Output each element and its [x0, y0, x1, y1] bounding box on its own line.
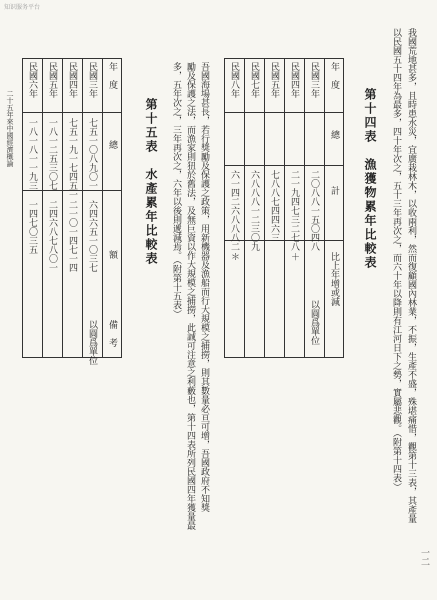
- table15-row-year: 民國六年: [27, 62, 37, 98]
- table15-row-total2: 二四六八七八〇一: [47, 200, 57, 272]
- table14-row-year: 民國五年: [269, 62, 279, 98]
- table14-row-total: 二〇八八一五〇四八: [309, 170, 319, 251]
- table14-row-year: 民國四年: [289, 62, 299, 98]
- table14-row-year: 民國八年: [229, 62, 239, 98]
- table15-row-note: 以圓爲單位: [87, 320, 97, 365]
- table14-title: 第十四表 漁獲物累年比較表: [363, 88, 377, 270]
- paragraph-mid-line-3: 多，五年次之，三年再次之，六年以後則遞減焉。（附第十五表）: [171, 62, 181, 319]
- table14-row-note: 以圓爲單位: [309, 300, 319, 345]
- table15-row-total: 七五一九一七四五一: [67, 118, 77, 199]
- table14-header-total-b: 計: [329, 186, 339, 195]
- table14-row-year: 民國三年: [309, 62, 319, 98]
- table14-row-year: 民國七年: [249, 62, 259, 98]
- table15-row-year: 民國三年: [87, 62, 97, 98]
- watermark: 知识服务平台: [4, 4, 41, 11]
- table15-row-total2: 六四六五一〇三七: [87, 200, 97, 272]
- table14-header-year: 年 度: [329, 62, 339, 89]
- paragraph-top-line-1: 我國荒地甚多，且時患水災，宜廣栽林木，以收兩利，然而復顧國內林業，不振，生產不盛，殊堪痛惜，觀第十三表，其產量: [406, 28, 416, 523]
- table15-row-total: 一八一八一一九三: [27, 118, 37, 190]
- table14-row-change: ＋: [289, 252, 299, 261]
- table15-header-year: 年 度: [107, 62, 117, 89]
- table15-row-total2: 一四七〇三五: [27, 200, 37, 254]
- paragraph-mid-line-1: 吾國海場甚長，若行獎勵及保護之政策，用新機器及漁船而行大規模之捕撈，則其數量必亘可增，吾國政府不知獎: [199, 62, 209, 512]
- table14-row-total: 二一九四七三二七八: [289, 170, 299, 251]
- table14-header-change: 比上年增或減: [329, 252, 339, 306]
- table14-row-total: 六八八八一二三〇九: [249, 170, 259, 251]
- table15-row-total2: 二一〇一四七一四: [67, 200, 77, 272]
- table15-row-year: 民國四年: [67, 62, 77, 98]
- table14-row-total: 七八八七四四六三: [269, 170, 279, 242]
- table15-row-total: 一八一二五三〇七: [47, 118, 57, 190]
- table15-header-total-a: 總: [107, 140, 117, 149]
- table15-header-total-b: 額: [107, 250, 117, 259]
- table15-row-total: 七五一〇八九〇一: [87, 118, 97, 190]
- book-title-footer: 二十五年來中國經濟概論: [6, 90, 14, 167]
- table15-row-year: 民國五年: [47, 62, 57, 98]
- table15-title: 第十五表 水產累年比較表: [144, 98, 158, 266]
- table14-row-total: 六一四二六八八八二: [229, 170, 239, 251]
- table14-row-change: ＊: [229, 252, 239, 261]
- table15-header-note: 備 考: [107, 320, 117, 347]
- page-number: 一二: [419, 548, 429, 566]
- paragraph-mid-line-2: 勵及保護之法，而漁家則狃於舊法，及無巨資以作大規模之捕撈，此誠可注意之利藪也，第十四表所列民國四年獲量最: [185, 62, 195, 530]
- paragraph-top-line-2: 以民國五十四年為最多，四十年次之，五十三年再次之，而六十年以降則有江河日下之勢，實屬悲觀。（附第十四表）: [391, 28, 401, 492]
- table14-header-total-a: 總: [329, 130, 339, 139]
